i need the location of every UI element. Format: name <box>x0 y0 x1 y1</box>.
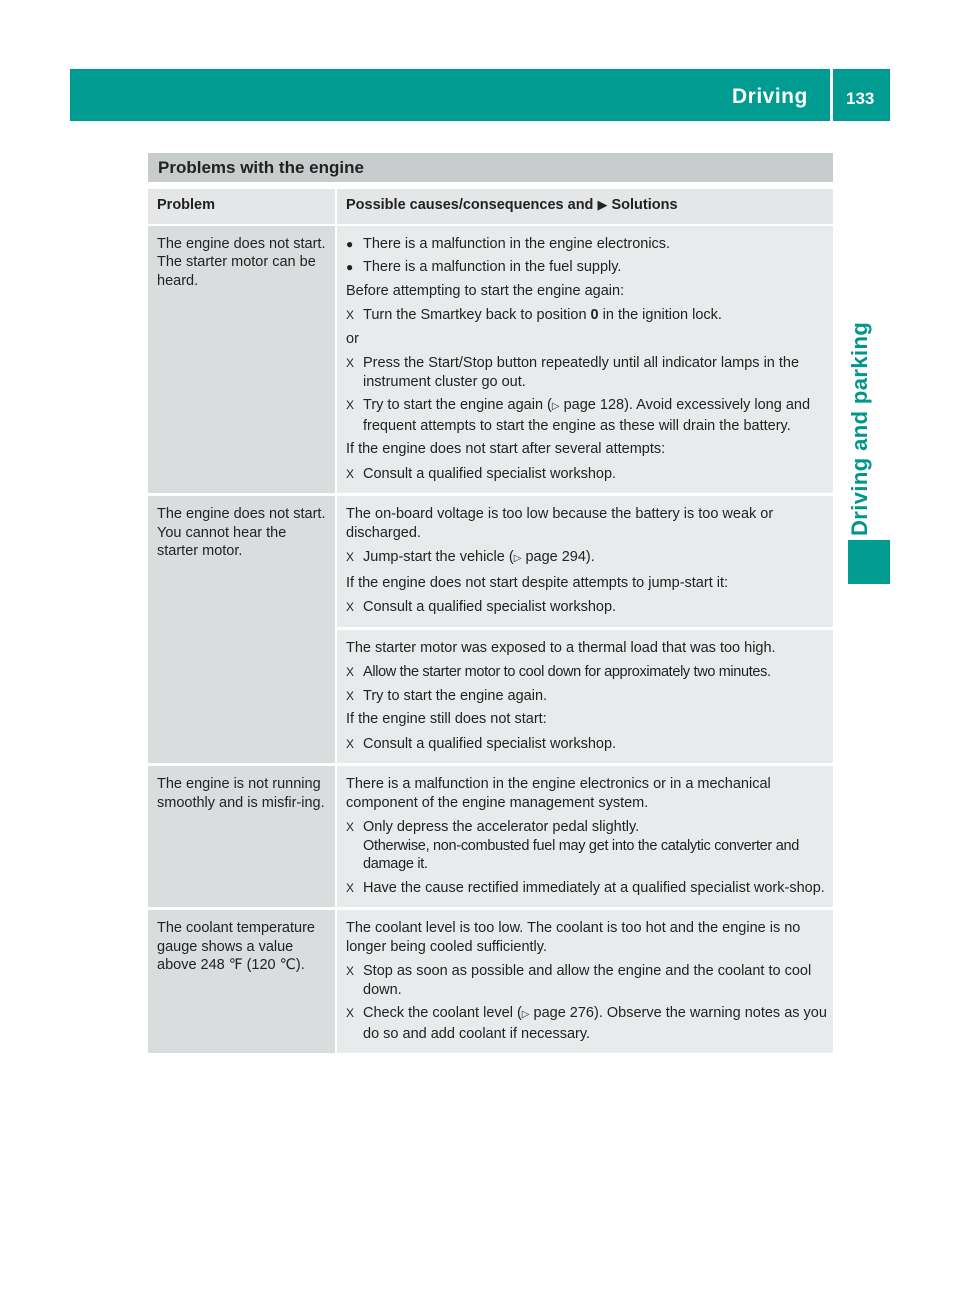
column-header-problem: Problem <box>148 189 337 226</box>
solution-cell <box>337 910 833 1056</box>
problems-table <box>148 189 833 1056</box>
page-reference-link[interactable]: page 294 <box>525 549 586 565</box>
solution-arrow-icon: ▶ <box>597 197 608 212</box>
problem-cell: The engine does not start. The starter motor can be heard. <box>148 226 337 497</box>
solution-text: There is a malfunction in the engine electronics or in a mechanical component of the engine management system. <box>346 776 771 811</box>
table-row <box>148 910 833 1056</box>
table-row <box>148 766 833 910</box>
step-arrow-icon: X <box>346 550 355 564</box>
solution-cell <box>337 226 833 497</box>
column-header-solutions <box>337 189 833 226</box>
step-text: Jump-start the vehicle ( <box>363 549 514 565</box>
solution-step <box>346 548 827 569</box>
page-reference-icon: ▷ <box>551 401 560 412</box>
solution-cell <box>337 766 833 910</box>
solution-text: If the engine still does not start: <box>346 711 547 727</box>
step-text: ). Avoid excessively long and frequent attempts to start the engine as these will drain the battery. <box>363 397 811 434</box>
step-text: in the ignition lock. <box>602 307 722 323</box>
step-text: Try to start the engine again ( <box>363 397 552 413</box>
solution-step <box>346 818 827 874</box>
step-text: Stop as soon as possible and allow the engine and the coolant to cool down. <box>363 963 812 998</box>
solution-step <box>346 354 827 391</box>
solution-step <box>346 879 827 898</box>
section-title: Problems with the engine <box>148 153 833 182</box>
solution-step <box>346 1004 827 1043</box>
solution-step <box>346 663 827 682</box>
solution-step <box>346 962 827 999</box>
solution-cell <box>337 496 833 630</box>
bullet-icon: ● <box>346 260 354 274</box>
column-header-text-2: Solutions <box>611 197 678 213</box>
solution-step <box>346 735 827 754</box>
problem-cell: The coolant temperature gauge shows a value above 248 ℉ (120 ℃). <box>148 910 337 1056</box>
page-header <box>70 69 890 121</box>
problem-cell: The engine does not start. You cannot hear the starter motor. <box>148 496 337 766</box>
step-arrow-icon: X <box>346 820 355 834</box>
page-reference-icon: ▷ <box>513 553 522 564</box>
table-row <box>148 496 833 630</box>
step-note-text: Otherwise, non-combusted fuel may get into the catalytic converter and damage it. <box>363 837 799 872</box>
step-text: Try to start the engine again. <box>363 687 548 704</box>
step-text: ). Observe the warning notes as you do so and add coolant if necessary. <box>363 1005 827 1042</box>
step-text: Turn the Smartkey back to position <box>363 307 587 323</box>
solution-step <box>346 465 827 484</box>
column-header-text: Possible causes/consequences and <box>346 197 594 213</box>
side-section-label: Driving and parking <box>847 321 872 536</box>
solution-text: The starter motor was exposed to a thermal load that was too high. <box>346 639 776 656</box>
step-arrow-icon: X <box>346 398 355 412</box>
position-value: 0 <box>590 307 599 323</box>
solution-text: Before attempting to start the engine again: <box>346 282 625 299</box>
step-text: Have the cause rectified immediately at a qualified specialist work-shop. <box>363 879 825 896</box>
solution-step <box>346 306 827 325</box>
step-arrow-icon: X <box>346 736 355 751</box>
step-text: Only depress the accelerator pedal slightly. <box>363 819 640 835</box>
solution-text: If the engine does not start after several attempts: <box>346 441 666 457</box>
step-text: Consult a qualified specialist workshop. <box>363 599 617 615</box>
table-row <box>148 226 833 497</box>
header-divider <box>830 69 833 121</box>
step-arrow-icon: X <box>346 466 355 481</box>
solution-text: or <box>346 330 359 347</box>
step-arrow-icon: X <box>346 600 355 614</box>
cause-text: There is a malfunction in the engine electronics. <box>363 235 671 252</box>
solution-step <box>346 396 827 435</box>
cause-bullet <box>346 258 827 277</box>
step-arrow-icon: X <box>346 356 355 370</box>
solution-step <box>346 598 827 617</box>
step-text: Allow the starter motor to cool down for approximately two minutes. <box>363 664 771 680</box>
solution-cell <box>337 630 833 767</box>
page-reference-icon: ▷ <box>521 1009 530 1020</box>
step-text: Consult a qualified specialist workshop. <box>363 735 617 752</box>
step-text: ). <box>585 549 595 565</box>
cause-bullet <box>346 235 827 254</box>
solution-text: The on-board voltage is too low because the battery is too weak or discharged. <box>346 506 774 541</box>
step-arrow-icon: X <box>346 1006 355 1020</box>
step-arrow-icon: X <box>346 880 355 895</box>
solution-step <box>346 687 827 706</box>
side-thumb-tab <box>848 540 890 584</box>
solution-text: The coolant level is too low. The coolant is too hot and the engine is no longer being cooled sufficiently. <box>346 920 801 955</box>
step-arrow-icon: X <box>346 964 355 978</box>
step-text: Consult a qualified specialist workshop. <box>363 465 617 482</box>
step-text: Press the Start/Stop button repeatedly until all indicator lamps in the instrument cluster go out. <box>363 355 800 390</box>
cause-text: There is a malfunction in the fuel supply. <box>363 259 622 275</box>
bullet-icon: ● <box>346 236 354 251</box>
step-arrow-icon: X <box>346 688 355 703</box>
step-text: Check the coolant level ( <box>363 1005 522 1021</box>
page-reference-link[interactable]: page 276 <box>533 1005 594 1021</box>
chapter-title: Driving <box>732 85 808 108</box>
problem-cell: The engine is not running smoothly and is misfir-ing. <box>148 766 337 910</box>
solution-text: If the engine does not start despite attempts to jump-start it: <box>346 574 729 591</box>
step-arrow-icon: X <box>346 308 355 322</box>
page-number: 133 <box>846 89 875 108</box>
step-arrow-icon: X <box>346 665 354 679</box>
page-reference-link[interactable]: page 128 <box>563 397 625 413</box>
table-header-row <box>148 189 833 226</box>
